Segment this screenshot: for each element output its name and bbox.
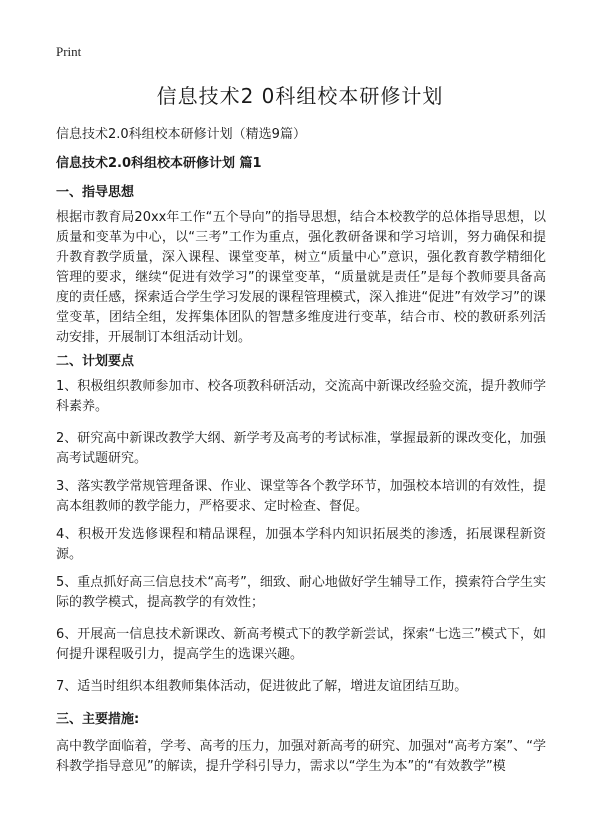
list-item: 3、落实教学常规管理备课、作业、课堂等各个教学环节，加强校本培训的有效性，提高本组教师的教学能力，严格要求、定时检查、督促。 bbox=[56, 479, 546, 514]
list-item: 4、积极开发选修课程和精品课程，加强本学科内知识拓展类的渗透，拓展课程新资源。 bbox=[56, 527, 546, 562]
section-heading-measures: 三、主要措施: bbox=[56, 712, 140, 727]
document-subtitle: 信息技术2.0科组校本研修计划（精选9篇） bbox=[56, 127, 306, 142]
paragraph-guiding: 根据市教育局20xx年工作“五个导向”的指导思想，结合本校教学的总体指导思想，以质量和变革为中心，以“三考”工作为重点，强化教研备课和学习培训，努力确保和提升教育教学质量，深入课程、课堂变革，树立“质量中心”意识，强化教育教学精细化管理的要求，继续“促进有效学习”的课堂变革，“质量就是责任”是每个教师要具备高度的责任感，探索适合学生学习发展的课程管理模式，深入推进“促进”有效学习”的课堂变革，团结全组，发挥集体团队的智慧多维度进行变革，结合市、校的教研系列活动安排，开展制订本组活动计划。 bbox=[56, 210, 546, 345]
section-heading-guiding: 一、指导思想 bbox=[56, 185, 135, 200]
chapter-heading: 信息技术2.0科组校本研修计划 篇1 bbox=[56, 156, 262, 171]
paragraph-measures: 高中教学面临着，学考、高考的压力，加强对新高考的研究、加强对“高考方案”、“学科教学指导意见”的解读，提升学科引导力，需求以“学生为本”的“有效教学”模 bbox=[56, 739, 546, 774]
print-label: Print bbox=[56, 44, 82, 59]
list-item: 5、重点抓好高三信息技术“高考”，细致、耐心地做好学生辅导工作，摸索符合学生实际的教学模式，提高教学的有效性； bbox=[56, 575, 546, 610]
list-item: 1、积极组织教师参加市、校各项教科研活动，交流高中新课改经验交流，提升教师学科素养。 bbox=[56, 379, 546, 414]
list-item: 2、研究高中新课改教学大纲、新学考及高考的考试标准，掌握最新的课改变化，加强高考试题研究。 bbox=[56, 431, 546, 466]
list-item: 7、适当时组织本组教师集体活动，促进彼此了解，增进友谊团结互助。 bbox=[56, 679, 468, 694]
section-heading-key-points: 二、计划要点 bbox=[56, 354, 135, 369]
list-item: 6、开展高一信息技术新课改、新高考模式下的教学新尝试，探索“七选三”模式下，如何提升课程吸引力，提高学生的选课兴趣。 bbox=[56, 627, 546, 662]
document-title: 信息技术2 0科组校本研修计划 bbox=[156, 84, 444, 108]
